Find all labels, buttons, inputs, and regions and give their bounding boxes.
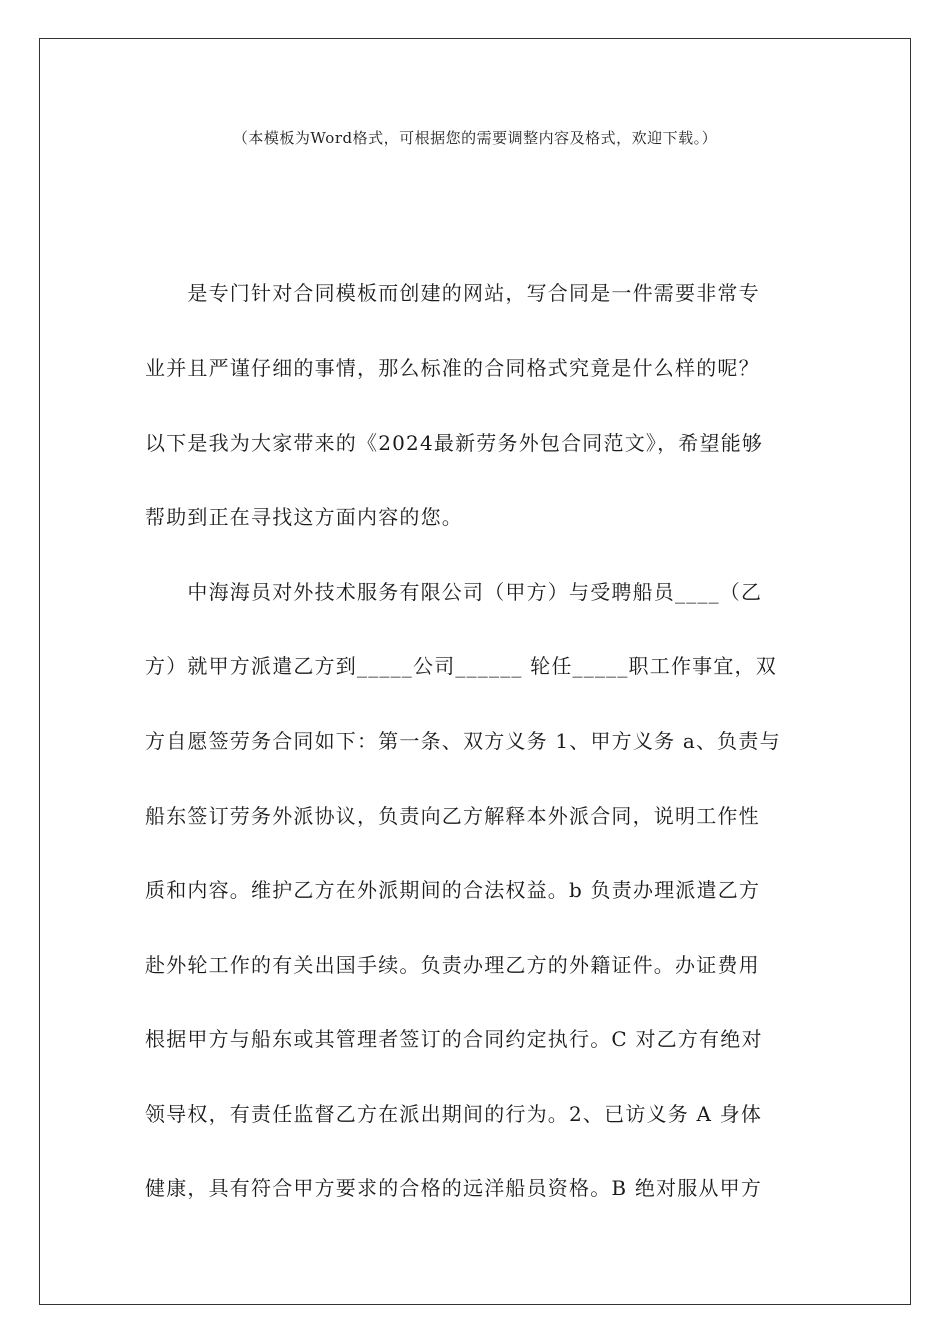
body-line-8: 船东签订劳务外派协议，负责向乙方解释本外派合同，说明工作性	[145, 804, 760, 828]
body-line-11: 根据甲方与船东或其管理者签订的合同约定执行。C 对乙方有绝对	[145, 1027, 763, 1051]
body-line-13: 健康，具有符合甲方要求的合格的远洋船员资格。B 绝对服从甲方	[145, 1176, 763, 1200]
body-line-1: 是专门针对合同模板而创建的网站，写合同是一件需要非常专	[145, 281, 760, 305]
body-line-3: 以下是我为大家带来的《2024最新劳务外包合同范文》，希望能够	[145, 431, 764, 455]
body-line-2: 业并且严谨仔细的事情，那么标准的合同格式究竟是什么样的呢？	[145, 356, 760, 380]
body-line-4: 帮助到正在寻找这方面内容的您。	[145, 505, 463, 529]
body-line-9: 质和内容。维护乙方在外派期间的合法权益。b 负责办理派遣乙方	[145, 878, 761, 902]
body-line-10: 赴外轮工作的有关出国手续。负责办理乙方的外籍证件。办证费用	[145, 953, 760, 977]
body-line-12: 领导权，有责任监督乙方在派出期间的行为。2、已访义务 A 身体	[145, 1102, 763, 1126]
body-line-7: 方自愿签劳务合同如下：第一条、双方义务 1、甲方义务 a、负责与	[145, 729, 781, 753]
template-note: （本模板为Word格式，可根据您的需要调整内容及格式，欢迎下载。）	[232, 129, 718, 147]
body-line-6: 方）就甲方派遣乙方到_____公司______ 轮任_____职工作事宜，双	[145, 654, 777, 678]
body-line-5: 中海海员对外技术服务有限公司（甲方）与受聘船员____（乙	[145, 580, 763, 604]
